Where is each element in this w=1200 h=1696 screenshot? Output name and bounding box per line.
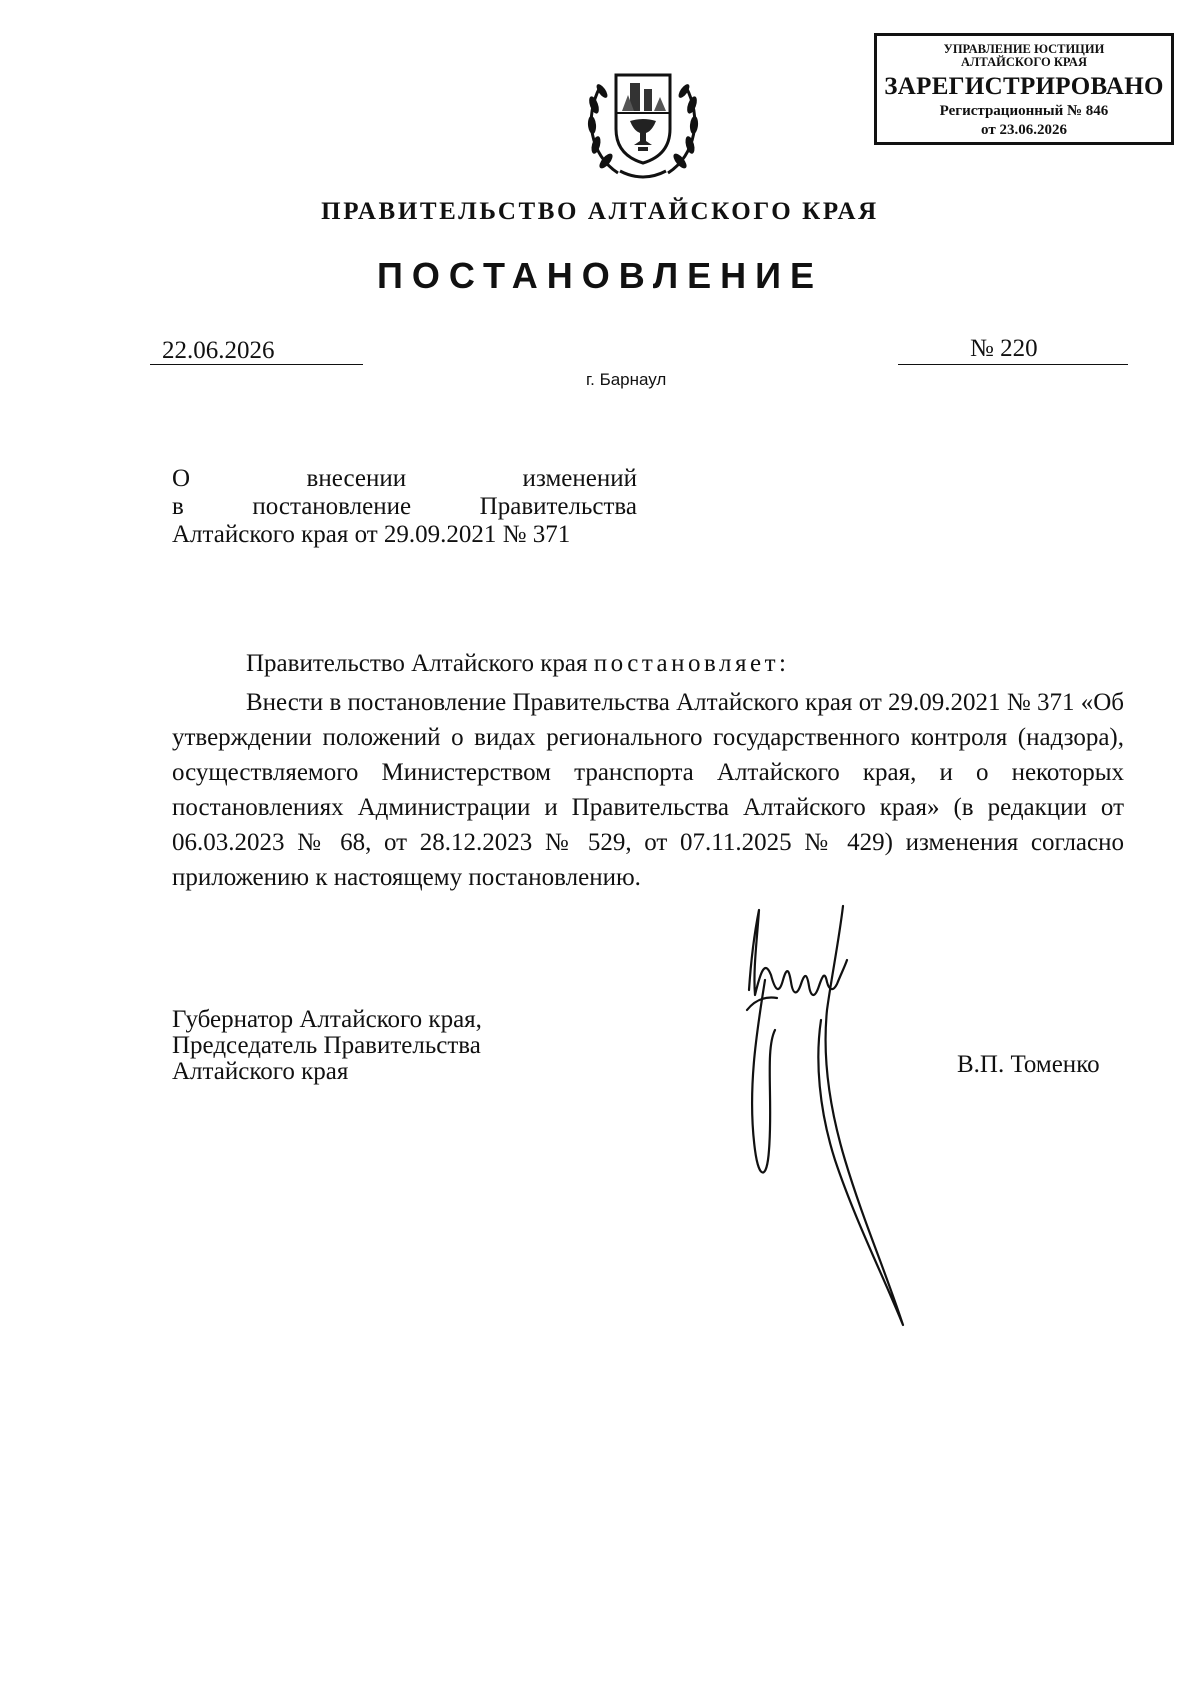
subject-line-3: Алтайского края от 29.09.2021 № 371 [172, 521, 571, 548]
signatory-title-line-2: Председатель Правительства [172, 1032, 481, 1059]
subject-line-2: в постановление Правительства [172, 493, 637, 520]
signatory-title-line-3: Алтайского края [172, 1058, 349, 1085]
stamp-reg-number: Регистрационный № 846 [939, 103, 1109, 119]
authority-title: ПРАВИТЕЛЬСТВО АЛТАЙСКОГО КРАЯ [321, 198, 879, 225]
resolving-clause [246, 650, 789, 678]
signatory-name: В.П. Томенко [957, 1051, 1100, 1078]
resolving-prefix: Правительство Алтайского края [246, 650, 594, 677]
document-number: № 220 [970, 335, 1038, 362]
subject-line-1: О внесении изменений [172, 465, 637, 492]
stamp-status: ЗАРЕГИСТРИРОВАНО [884, 73, 1164, 100]
registration-stamp [874, 33, 1174, 145]
signatory-title [172, 1007, 482, 1085]
document-type-title: ПОСТАНОВЛЕНИЕ [377, 255, 823, 296]
number-underline [898, 364, 1128, 365]
city: г. Барнаул [586, 370, 667, 389]
resolving-verb: постановляет: [593, 650, 790, 677]
body-paragraph: Внести в постановление Правительства Алтайского края от 29.09.2021 № 371 «Об утверждении положений о видах регионального государственного контроля (надзора), осуществляемого Министерством транспорта Алтайского края, и о некоторых постановлениях Администрации и Правительства Алтайского края» (в редакции от 06.03.2023 № 68, от 28.12.2023 № 529, от 07.11.2025 № 429) изменения согласно приложению к настоящему постановлению. [172, 689, 1124, 891]
document-date: 22.06.2026 [162, 337, 275, 364]
signatory-title-line-1: Губернатор Алтайского края, [172, 1006, 482, 1033]
stamp-reg-date: от 23.06.2026 [981, 122, 1067, 138]
coat-of-arms-icon [578, 55, 708, 185]
date-underline [150, 364, 363, 365]
stamp-office-line2: АЛТАЙСКОГО КРАЯ [961, 55, 1087, 69]
stamp-office-line1: УПРАВЛЕНИЕ ЮСТИЦИИ [943, 42, 1105, 56]
handwritten-signature [735, 900, 935, 1340]
